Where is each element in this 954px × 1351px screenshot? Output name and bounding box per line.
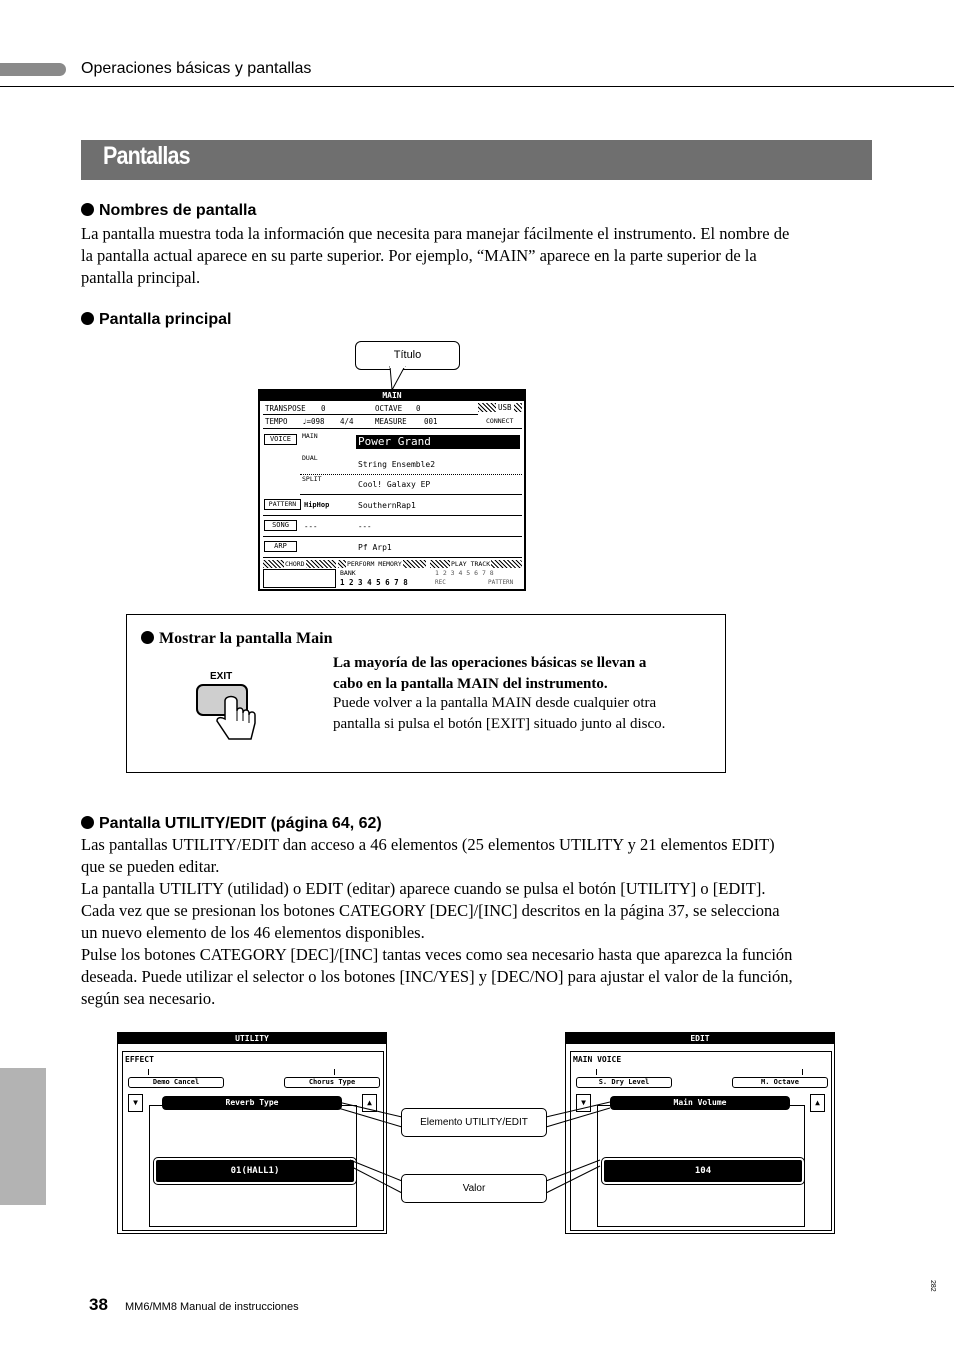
section-title: Pantallas bbox=[103, 142, 190, 170]
utility-item: Reverb Type bbox=[162, 1096, 342, 1110]
print-code: 282 bbox=[929, 1280, 936, 1292]
subheading-utility-edit: Pantalla UTILITY/EDIT (página 64, 62) bbox=[81, 815, 382, 833]
info-text: Puede volver a la pantalla MAIN desde cualquier otra pantalla si pulsa el botón [EXIT] situado junto al disco. bbox=[333, 695, 666, 732]
info-bold-text: La mayoría de las operaciones básicas se llevan a cabo en la pantalla MAIN del instrumento. bbox=[333, 655, 647, 692]
edit-screen-title: EDIT bbox=[566, 1033, 834, 1044]
dec-arrow-icon: ▼ bbox=[576, 1094, 591, 1112]
edit-item: Main Volume bbox=[610, 1096, 790, 1110]
inc-arrow-icon: ▲ bbox=[810, 1094, 825, 1112]
subheading-nombres: Nombres de pantalla bbox=[81, 202, 256, 220]
inc-arrow-icon: ▲ bbox=[362, 1094, 377, 1112]
main-lcd-display: MAIN TRANSPOSE 0 OCTAVE 0 USB TEMPO ♩=098 4/4 MEASURE 001 CONNECT VOICE MAIN Power Grand DUAL String Ensemble2 SPLIT Cool! Galaxy EP PATTERN HipHop SouthernRap1 SONG --- --- ARP Pf Arp1 CHORD PERFORM MEMORY BANK 1 2 3 4 5 6 7 8 PLAY TRACK 1 2 3 4 5 6 7 8 REC PATTERN bbox=[258, 389, 526, 591]
utility-value: 01(HALL1) bbox=[154, 1158, 356, 1184]
paragraph-utility-edit: Las pantallas UTILITY/EDIT dan acceso a 46 elementos (25 elementos UTILITY y 21 elementos EDIT) que se pueden editar. La pantalla UTILITY (utilidad) o EDIT (editar) aparece cuando se pulsa el botón [UTILITY] o [EDIT]. Cada vez que se presionan los botones CATEGORY [DEC]/[INC] descritos en la página 37, se selecciona un nuevo elemento de los 46 elementos disponibles. Pulse los botones CATEGORY [DEC]/[INC] tantas veces como sea necesario hasta que aparezca la función deseada. Puede utilizar el selector o los botones [INC/YES] y [DEC/NO] para ajustar el valor de la función, según sea necesario. bbox=[81, 835, 793, 1008]
utility-screen: UTILITY EFFECT Demo Cancel Chorus Type ▼ ▲ Reverb Type 01(HALL1) bbox=[117, 1032, 387, 1234]
dec-arrow-icon: ▼ bbox=[128, 1094, 143, 1112]
lcd-title: MAIN bbox=[382, 391, 402, 400]
exit-label: EXIT bbox=[210, 671, 233, 682]
side-thumb-tab bbox=[0, 1068, 46, 1205]
running-header: Operaciones básicas y pantallas bbox=[81, 60, 312, 77]
label-value: Valor bbox=[401, 1174, 547, 1203]
manual-name: MM6/MM8 Manual de instrucciones bbox=[125, 1301, 299, 1313]
info-heading: Mostrar la pantalla Main bbox=[141, 630, 332, 648]
paragraph-nombres: La pantalla muestra toda la información que necesita para manejar fácilmente el instrumento. El nombre de la pantalla actual aparece en su parte superior. Por ejemplo, “MAIN” aparece en la parte superior de la pantalla principal. bbox=[81, 224, 790, 287]
main-voice-name: Power Grand bbox=[358, 435, 431, 448]
usb-indicator: USB bbox=[498, 403, 512, 412]
edit-value: 104 bbox=[602, 1158, 804, 1184]
label-element: Elemento UTILITY/EDIT bbox=[401, 1108, 547, 1137]
utility-screen-title: UTILITY bbox=[118, 1033, 386, 1044]
title-callout: Título bbox=[355, 341, 460, 370]
edit-screen: EDIT MAIN VOICE S. Dry Level M. Octave ▼ ▲ Main Volume 104 bbox=[565, 1032, 835, 1234]
subheading-principal: Pantalla principal bbox=[81, 311, 231, 329]
page-number: 38 bbox=[89, 1295, 108, 1314]
